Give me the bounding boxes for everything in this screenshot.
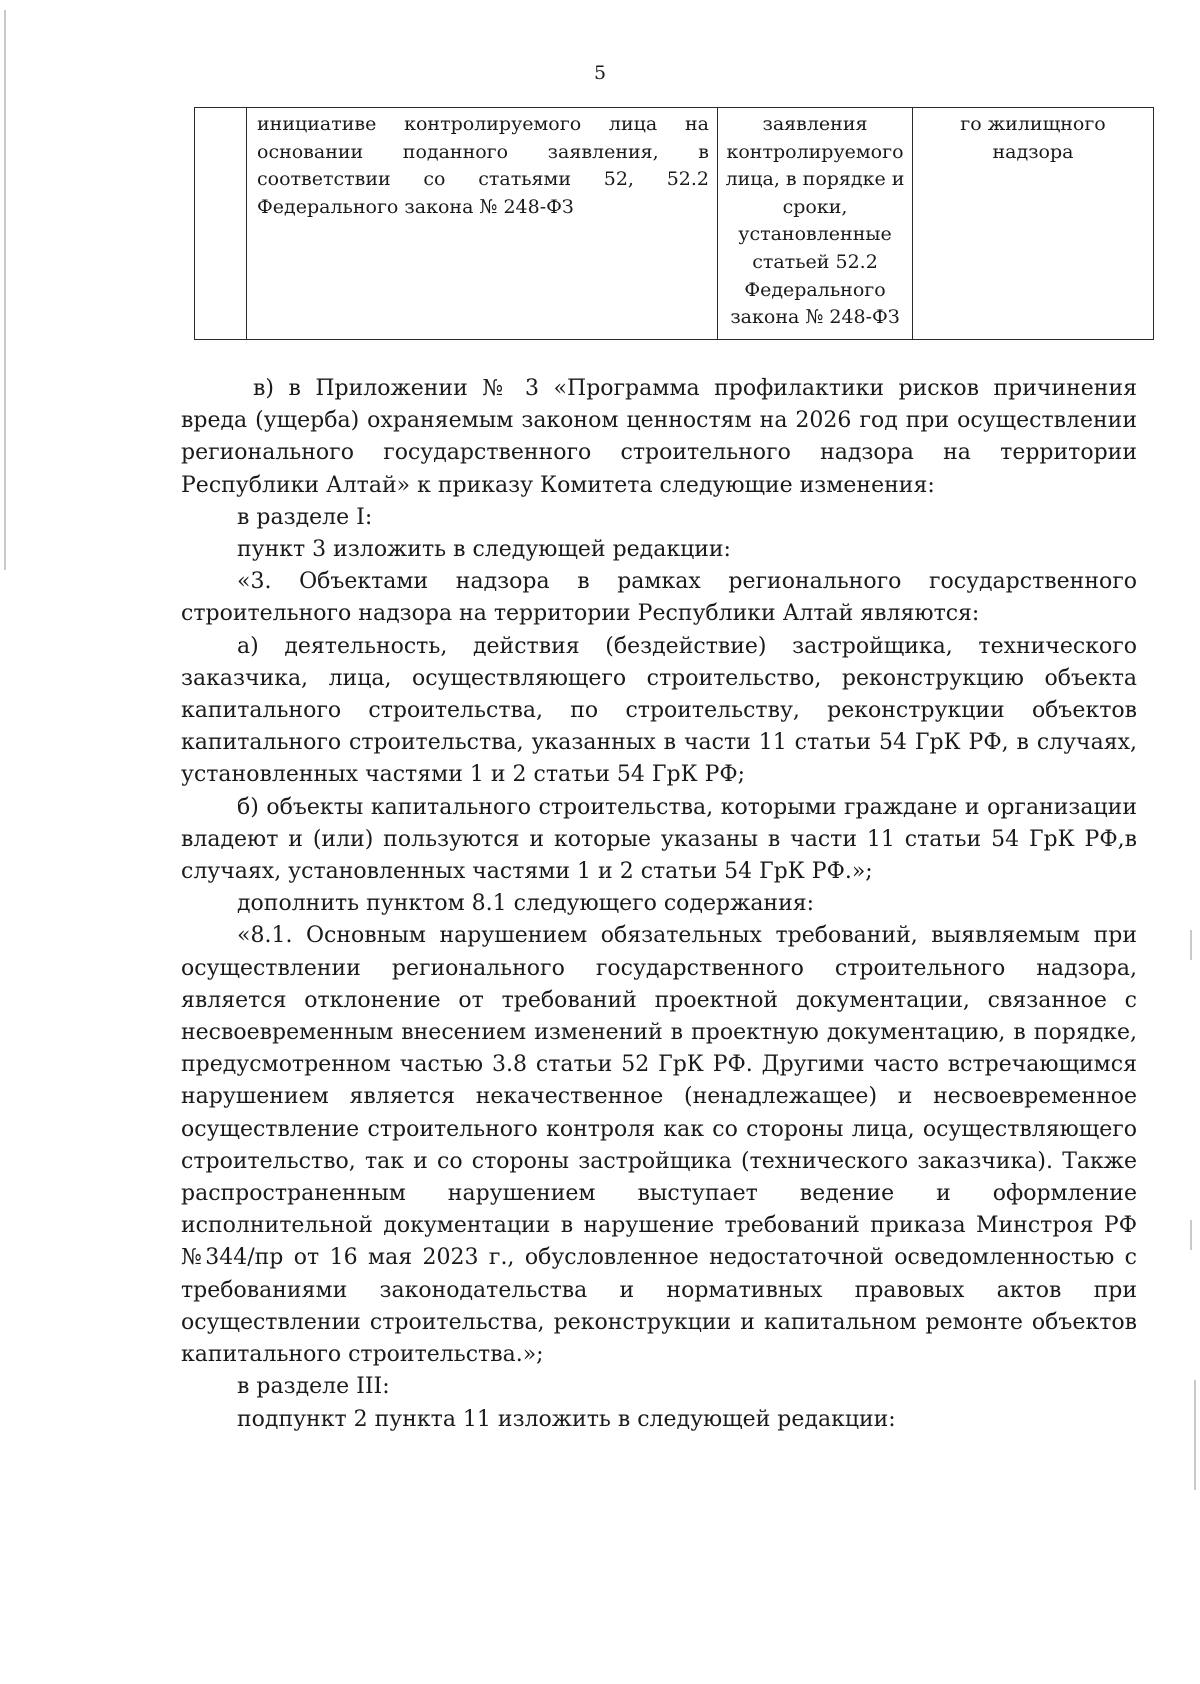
table-cell-line: Федерального закона № 248-ФЗ [257, 195, 574, 218]
table-cell-line: закона № 248-ФЗ [730, 306, 900, 329]
paragraph-item-3b: б) объекты капитального строительства, которыми граждане и организации владеют и (или) пользуются и которые указаны в части 11 статьи 54 ГрК РФ,в случаях, установленных частями 1 и 2 статьи 54 ГрК РФ.»; [181, 794, 1137, 885]
table-cell-line: надзора [992, 140, 1074, 163]
continuation-table [194, 107, 1154, 340]
table-cell-line: Федерального [744, 278, 886, 301]
paragraph-item-3-heading: пункт 3 изложить в следующей редакции: [237, 537, 731, 563]
paragraph-section-3: в разделе III: [237, 1374, 390, 1400]
paragraph-amendment-intro: в) в Приложении № 3 «Программа профилактики рисков причинения вреда (ущерба) охраняемым законом ценностям на 2026 год при осуществлении регионального государственного строительного надзора на территории Республики Алтай» к приказу Комитета следующие изменения: [181, 376, 1137, 498]
table-cell-line: контролируемого [726, 140, 904, 163]
table-cell-line: основании поданного заявления, в [257, 140, 709, 163]
page-number: 5 [593, 62, 607, 84]
paragraph-item-3: «3. Объектами надзора в рамках регионального государственного строительного надзора на территории Республики Алтай являются: [181, 569, 1137, 627]
table-cell-number [195, 108, 247, 340]
paragraph-item-8-1-heading: дополнить пунктом 8.1 следующего содержания: [237, 891, 815, 917]
paragraph-section-1: в разделе I: [237, 504, 373, 530]
scan-margin-mark [1190, 1220, 1192, 1250]
table-cell-line: соответствии со статьями 52, 52.2 [257, 168, 709, 191]
table-row [195, 108, 1154, 340]
table-cell-line: инициативе контролируемого лица на [257, 113, 709, 135]
paragraph-item-8-1: «8.1. Основным нарушением обязательных требований, выявляемым при осуществлении регионального государственного строительного надзора, является отклонение от требований проектной документации, связанное с несвоевременным внесением изменений в проектную документацию, в порядке, предусмотренном частью 3.8 статьи 52 ГрК РФ. Другими часто встречающимся нарушением является некачественное (ненадлежащее) и несвоевременное осуществление строительного контроля как со стороны лица, осуществляющего строительство, так и со стороны застройщика (технического заказчика). Также распространенным нарушением выступает ведение и оформление исполнительной документации в нарушение требований приказа Минстроя РФ №344/пр от 16 мая 2023 г., обусловленное недостаточной осведомленностью с требованиями законодательства и нормативных правовых актов при осуществлении строительства, реконструкции и капитальном ремонте объектов капитального строительства.»; [181, 923, 1137, 1368]
table-cell-line: заявления [762, 113, 868, 135]
paragraph-subitem-2-heading: подпункт 2 пункта 11 изложить в следующей редакции: [237, 1406, 896, 1432]
paragraph-item-3a: а) деятельность, действия (бездействие) застройщика, технического заказчика, лица, осуществляющего строительство, реконструкцию объекта капитального строительства, по строительству, реконструкции объектов капитального строительства, указанных в части 11 статьи 54 ГрК РФ, в случаях, установленных частями 1 и 2 статьи 54 ГрК РФ; [181, 633, 1137, 788]
table-cell-line: го жилищного [960, 113, 1106, 135]
table-cell-line: сроки, [782, 195, 848, 218]
table-cell-responsible [913, 108, 1154, 340]
scan-margin-mark [4, 10, 6, 570]
table-cell-line: статьей 52.2 [752, 250, 878, 273]
document-body [181, 373, 1137, 1436]
scan-margin-mark [1194, 1380, 1196, 1490]
table-cell-line: установленные [738, 223, 892, 246]
table-cell-line: лица, в порядке и [725, 168, 905, 191]
table-cell-terms [718, 108, 913, 340]
scan-margin-mark [1190, 930, 1192, 960]
table-cell-description [247, 108, 718, 340]
